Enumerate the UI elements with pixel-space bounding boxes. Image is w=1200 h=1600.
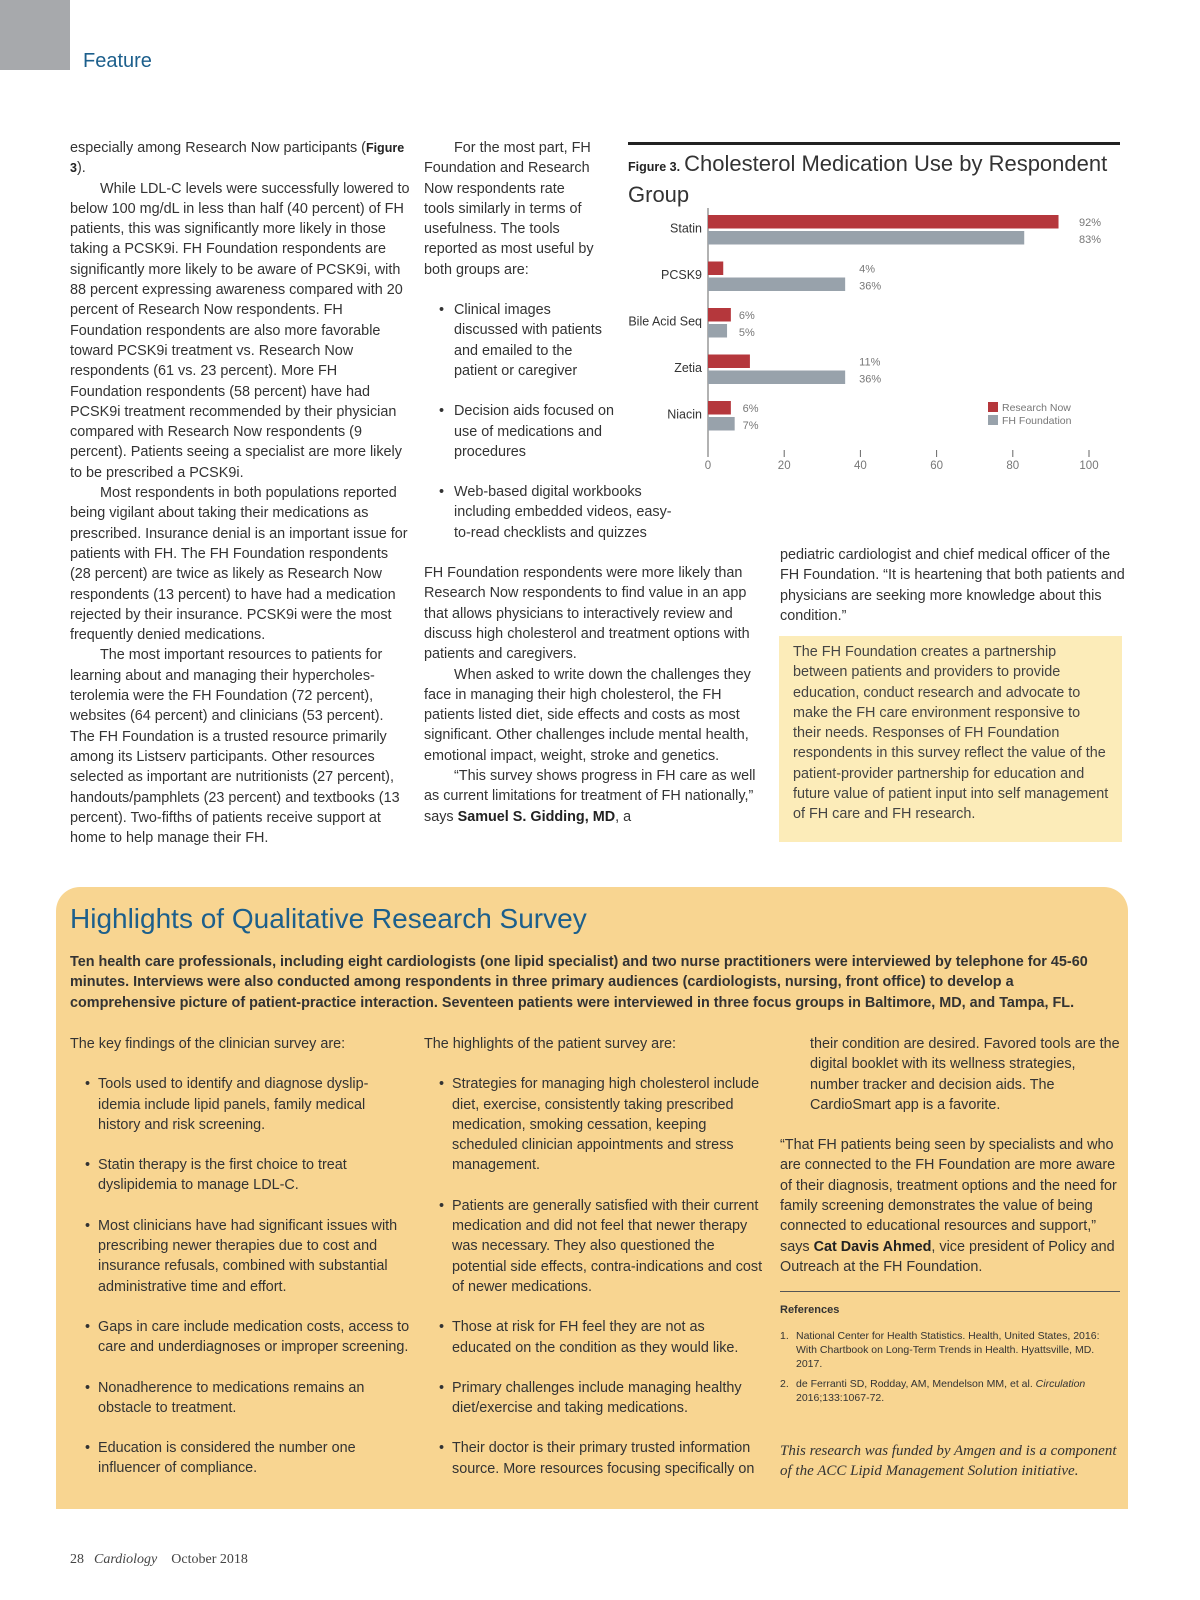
bar-research-now (708, 355, 750, 369)
list-item: • Strategies for managing high cholesterol include diet, exercise, consistently taking prescribed medication, smoking cessation, keeping scheduled clinician appointments and stress management. (424, 1074, 764, 1175)
x-tick-label: 40 (854, 460, 867, 472)
list-item: • Their doctor is their primary trusted information source. More resources focusing specifically on (424, 1438, 764, 1479)
section-label: Feature (83, 50, 152, 72)
corner-tab (0, 0, 70, 70)
data-label: 36% (859, 280, 882, 293)
list-item: • Gaps in care include medication costs, access to care and underdiagnoses or improper screening. (70, 1317, 410, 1358)
figure-number: Figure 3. (628, 160, 681, 174)
x-tick-label: 100 (1079, 460, 1099, 472)
list-item: • Statin therapy is the first choice to treat dyslipidemia to manage LDL-C. (70, 1155, 410, 1196)
category-label: Zetia (674, 361, 702, 375)
callout-text: The FH Foundation creates a partnership between patients and providers to provide education, conduct research and advocate to make the FH care environment responsive to their needs. Responses of FH Foundation respondents in this survey reflect the value of the patient-provider partnership for education and future value of patient input into self management of FH care and FH research. (793, 644, 1109, 823)
patient-list (424, 1074, 764, 1479)
list-item: • Nonadherence to medications remains an obstacle to treatment. (70, 1378, 410, 1419)
paragraph: “This survey shows progress in FH care as well as current limitations for treatment of FH nationally,” says Samuel S. Gidding, MD, a (424, 768, 756, 825)
legend-swatch (988, 415, 998, 425)
page-footer (70, 1552, 248, 1568)
bar-chart (628, 202, 1120, 482)
data-label: 7% (742, 420, 759, 432)
speaker-name: Samuel S. Gidding, MD (457, 808, 616, 825)
clinician-list (70, 1074, 410, 1478)
highlights-column-3 (780, 1034, 1120, 1481)
list-item: • Primary challenges include managing healthy diet/exercise and taking medications. (424, 1378, 764, 1419)
category-label: Niacin (667, 407, 702, 422)
list-item: • Web-based digital workbooks including embedded videos, easy-to-read checklists and quizzes (424, 482, 684, 543)
bar-fh-foundation (708, 278, 845, 292)
article-column-1 (70, 138, 410, 848)
legend-label: FH Foundation (1002, 415, 1072, 427)
data-label: 5% (738, 327, 755, 339)
highlights-title: Highlights of Qualitative Research Survey (70, 903, 587, 934)
data-label: 11% (859, 356, 881, 369)
list-item: • Patients are generally satisfied with their current medication and did not feel that newer therapy was necessary. They also questioned the potential side effects, contra-indications and cost of newer medications. (424, 1196, 764, 1297)
bar-fh-foundation (708, 371, 845, 385)
funding-note: This research was funded by Amgen and is a component of the ACC Lipid Management Solution initiative. (780, 1442, 1117, 1479)
list-item: • Education is considered the number one influencer of compliance. (70, 1438, 410, 1479)
bar-fh-foundation (708, 231, 1024, 245)
figure-3 (628, 142, 1120, 482)
data-label: 6% (742, 403, 759, 415)
quote: “That FH patients being seen by specialists and who are connected to the FH Foundation are more aware of their diagnosis, treatment options and the need for family screening demonstrates the value of being connected to educational resources and support,” says Cat Davis Ahmed, vice president of Policy and Outreach at the FH Foundation. (780, 1137, 1117, 1275)
article-column-3 (780, 545, 1125, 626)
paragraph: For the most part, FH Foundation and Research Now respondents rate tools similarly in terms of usefulness. The tools reported as most useful by both groups are: (424, 140, 594, 278)
paragraph: The most important resources to patients for learning about and managing their hypercholes-terolemia were the FH Foundation (72 percent), websites (64 percent) and clinicians (53 percent). The FH Foundation is a trusted resource primarily among its Listserv participants. Other resources selected as important are nutritionists (27 percent), handouts/pamphlets (23 percent) and textbooks (13 percent). Two-fifths of patients receive support at home to help manage their FH. (70, 647, 400, 847)
callout-box (779, 636, 1122, 842)
speaker-name: Cat Davis Ahmed (813, 1238, 932, 1255)
x-tick-label: 60 (930, 460, 943, 472)
list-item: • Those at risk for FH feel they are not as educated on the condition as they would like. (424, 1317, 764, 1358)
data-label: 83% (1078, 234, 1101, 246)
bar-fh-foundation (708, 417, 735, 431)
figure-reference: Figure 3 (70, 141, 405, 176)
paragraph: When asked to write down the challenges they face in managing their high cholesterol, the FH patients listed diet, side effects and costs as most significant. Other challenges include mental health, emotional impact, weight, stroke and genetics. (424, 666, 751, 764)
bar-research-now (708, 262, 723, 276)
reference-item: 2. de Ferranti SD, Rodday, AM, Mendelson MM, et al. Circulation 2016;133:1067-72. (780, 1377, 1086, 1404)
highlights-intro: Ten health care professionals, including eight cardiologists (one lipid specialist) and two nurse practitioners were interviewed by telephone for 45-60 minutes. Interviews were also conducted among respondents in three primary audiences (cardiologists, nursing, front office) to develop a comprehensive picture of patient-practice interaction. Seventeen patients were interviewed in three focus groups in Baltimore, MD, and Tampa, FL. (70, 954, 1088, 1011)
category-label: PCSK9 (661, 268, 702, 282)
list-item: • Clinical images discussed with patients and emailed to the patient or caregiver (424, 300, 614, 381)
list-item: • Most clinicians have had significant issues with prescribing newer therapies due to cost and insurance refusals, combined with substantial administrative time and effort. (70, 1216, 410, 1297)
x-tick-label: 20 (777, 460, 791, 472)
paragraph: FH Foundation respondents were more likely than Research Now respondents to find value in an app that allows physicians to interactively review and discuss high cholesterol and treatment options with patients and caregivers. (424, 565, 750, 663)
category-label: Bile Acid Seq (628, 314, 702, 329)
figure-rule (628, 142, 1120, 145)
paragraph: Most respondents in both populations reported being vigilant about taking their medications as prescribed. Insurance denial is an important issue for patients with FH. The FH Foundation respondents (28 percent) are twice as likely as Research Now respondents (13 percent) to have had a medication rejected by their insurance. PCSK9i were the most frequently denied medications. (70, 485, 408, 644)
legend-label: Research Now (1002, 402, 1071, 414)
list-item: • Tools used to identify and diagnose dyslip-idemia include lipid panels, family medical history and risk screening. (70, 1074, 410, 1135)
patient-heading: The highlights of the patient survey are: (424, 1036, 676, 1052)
x-tick-label: 80 (1006, 460, 1020, 472)
patient-findings (424, 1034, 764, 1499)
paragraph: especially among Research Now participants (Figure 3). (70, 140, 405, 177)
references-heading: References (780, 1304, 840, 1317)
continuation-text: their condition are desired. Favored tools are the digital booklet with its wellness strategies, number tracker and decision aids. The CardioSmart app is a favorite. (810, 1036, 1120, 1113)
bar-research-now (708, 308, 731, 322)
bar-fh-foundation (708, 324, 727, 338)
bar-research-now (708, 215, 1059, 229)
legend-swatch (988, 402, 998, 412)
list-item: • Decision aids focused on use of medications and procedures (424, 401, 614, 462)
category-label: Statin (670, 221, 702, 236)
data-label: 6% (738, 310, 755, 322)
paragraph: pediatric cardiologist and chief medical officer of the FH Foundation. “It is heartening that both patients and physicians are seeking more knowledge about this condition.” (780, 547, 1125, 624)
paragraph: While LDL-C levels were successfully lowered to below 100 mg/dL in less than half (40 percent) of FH patients, this was significantly more likely in those taking a PCSK9i. FH Foundation respondents are significantly more likely to be aware of PCSK9i, with 88 percent expressing awareness compared with 20 percent of Research Now respondents. FH Foundation respondents are also more favorable toward PCSK9i treatment vs. Research Now respondents (61 vs. 23 percent). More FH Foundation respondents (58 percent) have had PCSK9i treatment recommended by their physician compared with Research Now respondents (9 percent). Patients seeing a specialist are more likely to be prescribed a PCSK9i. (70, 180, 410, 481)
data-label: 36% (859, 373, 882, 386)
magazine-name: Cardiology (94, 1552, 158, 1567)
references-rule (780, 1291, 1120, 1292)
figure-title: Figure 3. Cholesterol Medication Use by Respondent Group (628, 151, 1108, 207)
page-number: 28 (70, 1552, 84, 1567)
data-label: 4% (859, 263, 876, 276)
clinician-heading: The key findings of the clinician survey are: (70, 1036, 346, 1052)
reference-item: 1. National Center for Health Statistics. Health, United States, 2016: With Chartbook on Long-Term Trends in Health. Hyattsville, MD. 2017. (780, 1329, 1100, 1370)
issue-date: October 2018 (171, 1552, 248, 1567)
data-label: 92% (1078, 217, 1101, 229)
bar-research-now (708, 401, 731, 415)
clinician-findings (70, 1034, 410, 1499)
x-tick-label: 0 (704, 460, 712, 472)
